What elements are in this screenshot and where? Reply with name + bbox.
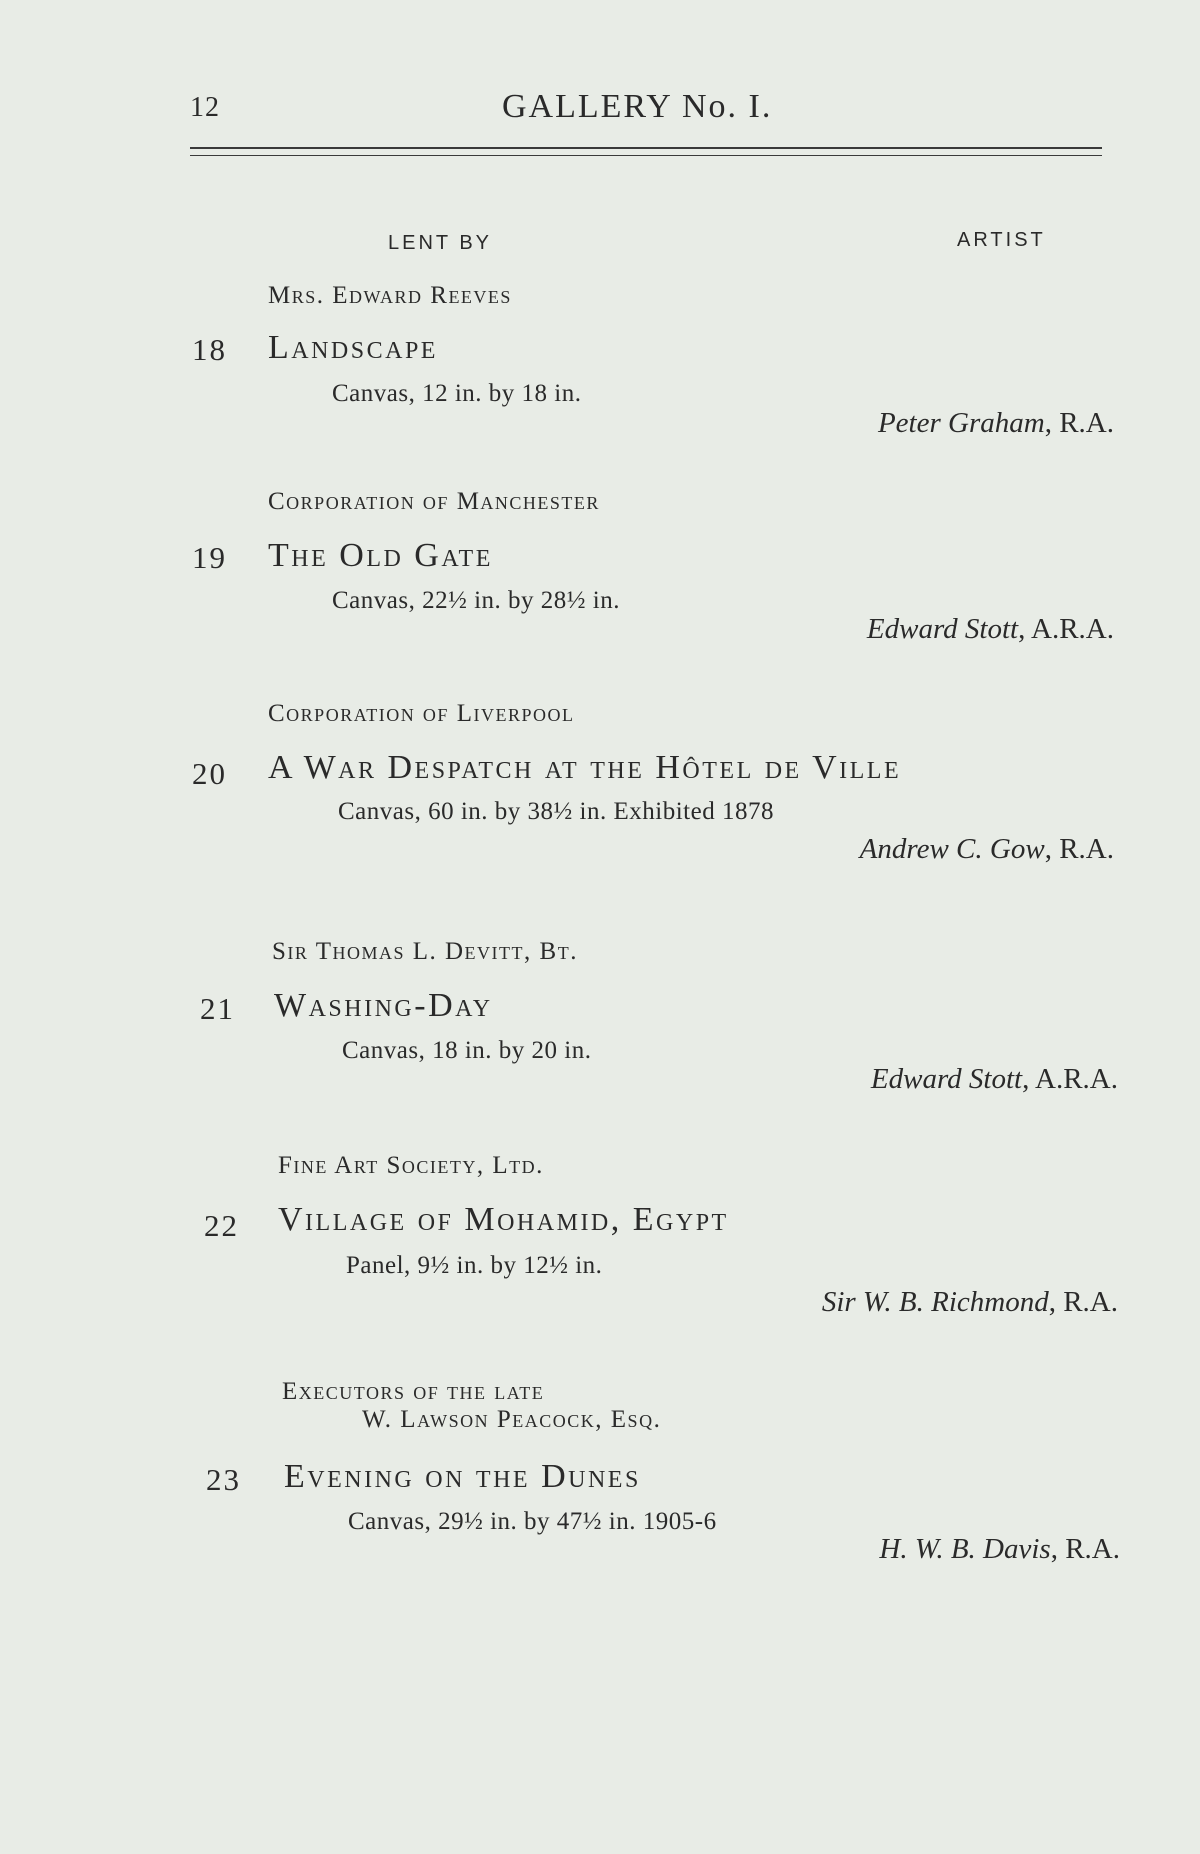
entry-number: 22 [204,1208,239,1243]
artist-name: Peter Graham [877,407,1045,439]
artist-credit [871,1063,1118,1096]
lender-name: Sir Thomas L. Devitt, Bt. [272,938,578,965]
artist-honours: , R.A. [1044,833,1114,865]
page-number: 12 [190,92,220,123]
entry-number: 23 [206,1462,241,1497]
artist-name: H. W. B. Davis [879,1533,1051,1565]
lender-name: Corporation of Manchester [268,488,600,515]
artist-honours: , R.A. [1050,1533,1120,1565]
artwork-details: Canvas, 12 in. by 18 in. [332,380,582,407]
lender-name-line2: W. Lawson Peacock, Esq. [362,1406,662,1433]
artist-name: Sir W. B. Richmond [821,1286,1049,1318]
artwork-details: Panel, 9½ in. by 12½ in. [346,1252,603,1279]
artist-honours: , A.R.A. [1018,613,1114,645]
artist-honours: , R.A. [1048,1286,1118,1318]
artwork-details: Canvas, 22½ in. by 28½ in. [332,587,620,614]
column-header-lent-by: LENT BY [388,232,492,254]
lender-name [282,1378,661,1434]
artist-honours: , A.R.A. [1022,1063,1118,1095]
lender-name: Mrs. Edward Reeves [268,282,512,309]
entry-number: 20 [192,756,227,791]
artist-name: Andrew C. Gow [859,833,1045,865]
header-rule-top [190,147,1102,149]
artwork-title: The Old Gate [268,537,493,574]
artist-honours: , R.A. [1044,407,1114,439]
header-rule-bottom [190,155,1102,156]
artist-credit [860,833,1114,866]
lender-name-line1: Executors of the late [282,1378,545,1405]
artwork-title: Village of Mohamid, Egypt [278,1201,729,1238]
running-head: GALLERY No. I. [502,88,773,125]
artwork-details: Canvas, 29½ in. by 47½ in. 1905-6 [348,1508,717,1535]
artwork-details: Canvas, 18 in. by 20 in. [342,1037,592,1064]
column-header-artist: ARTIST [957,229,1046,251]
artwork-title: Landscape [268,329,438,366]
artwork-title: Evening on the Dunes [284,1458,641,1495]
entry-number: 19 [192,540,227,575]
artist-credit [867,613,1114,646]
artist-name: Edward Stott [866,613,1019,645]
lender-name: Fine Art Society, Ltd. [278,1152,544,1179]
entry-number: 21 [200,991,235,1026]
artist-credit [879,1533,1120,1566]
entry-number: 18 [192,332,227,367]
artist-credit [878,407,1114,440]
lender-name: Corporation of Liverpool [268,700,575,727]
artwork-title: Washing-Day [274,987,493,1024]
artwork-title: A War Despatch at the Hôtel de Ville [268,749,902,786]
artwork-details: Canvas, 60 in. by 38½ in. Exhibited 1878 [338,798,774,825]
artist-credit [822,1286,1118,1319]
artist-name: Edward Stott [870,1063,1023,1095]
